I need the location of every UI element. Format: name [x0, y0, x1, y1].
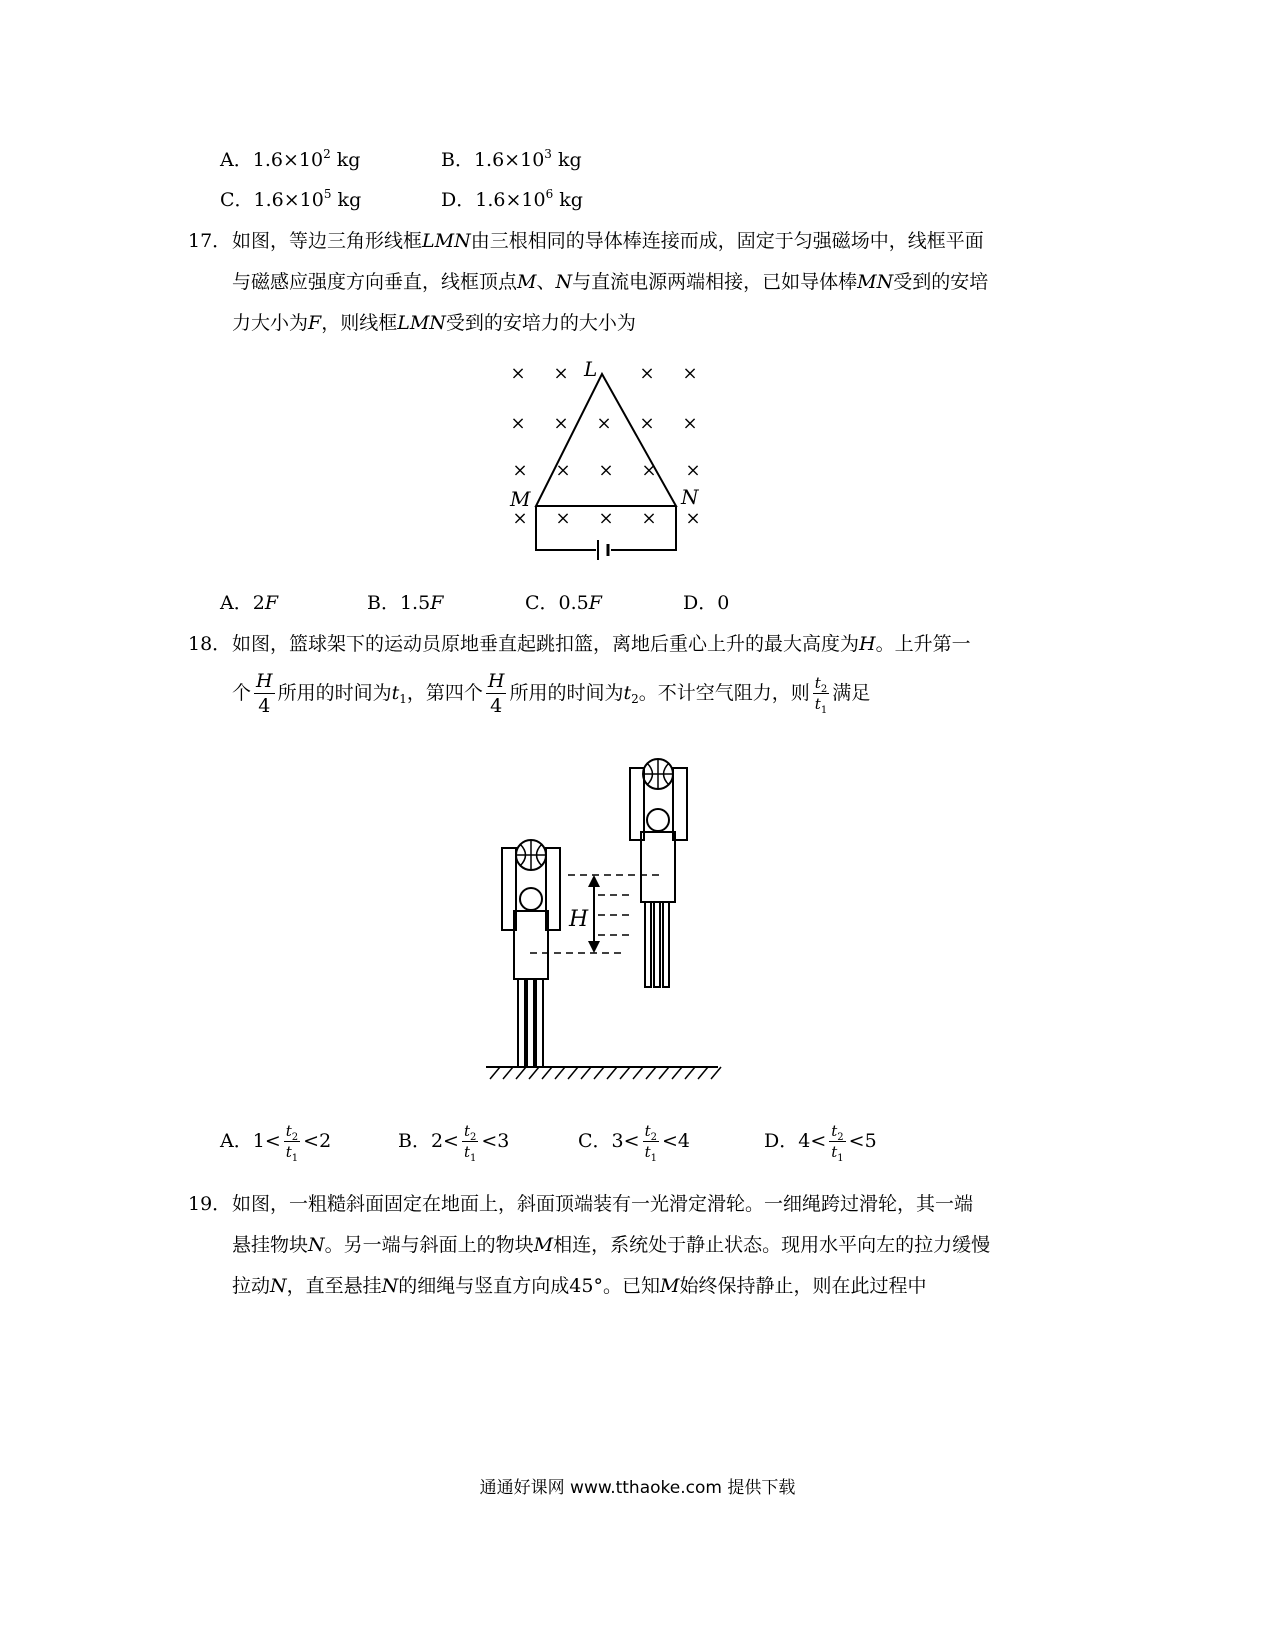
hatch-stroke: [711, 1067, 721, 1079]
q18-option-d: D．4< $\frac{t_2}{t_1}$ <5: [764, 1122, 877, 1164]
hatch-stroke: [581, 1067, 591, 1079]
right-arm-left: [630, 768, 644, 840]
basketball-right-lines: [643, 759, 673, 789]
field-cross-mark: ×: [553, 413, 569, 434]
q17-line-3: 力大小为F，则线框LMN受到的安培力的大小为: [232, 312, 636, 334]
field-cross-mark: ×: [639, 363, 655, 384]
fraction-t2-over-t1: $\frac{t_2}{t_1}$: [814, 674, 828, 716]
q19-line-2: 悬挂物块N。另一端与斜面上的物块M相连，系统处于静止状态。现用水平向左的拉力缓慢: [232, 1234, 991, 1256]
fraction-h-over-4-second: $\frac{H}{4}$: [487, 670, 505, 717]
hatch-stroke: [620, 1067, 630, 1079]
label-n: N: [681, 485, 699, 509]
hatch-stroke: [529, 1067, 539, 1079]
hatch-stroke: [659, 1067, 669, 1079]
field-cross-mark: ×: [512, 508, 528, 529]
hatch-stroke: [516, 1067, 526, 1079]
leg-right-2: [654, 902, 660, 987]
field-cross-mark: ×: [510, 363, 526, 384]
field-cross-mark: ×: [553, 363, 569, 384]
hatch-stroke: [503, 1067, 513, 1079]
field-cross-mark: ×: [555, 460, 571, 481]
head-right: [647, 809, 669, 831]
q16-option-a: A．$1.6\times 10^2$ kg: [220, 147, 361, 171]
field-cross-mark: ×: [685, 508, 701, 529]
hatch-stroke: [607, 1067, 617, 1079]
hatch-stroke: [555, 1067, 565, 1079]
field-cross-mark: ×: [639, 413, 655, 434]
field-cross-mark: ×: [682, 413, 698, 434]
q17-line-2: 与磁感应强度方向垂直，线框顶点M、N与直流电源两端相接，已如导体棒MN受到的安培: [232, 271, 989, 293]
torso-right: [641, 832, 675, 902]
q17-number: 17．: [188, 230, 232, 252]
hatch-stroke: [698, 1067, 708, 1079]
q17-option-c: C．0.5F: [525, 592, 602, 614]
hatch-stroke: [672, 1067, 682, 1079]
height-arrow-top: [588, 875, 600, 887]
q17-option-d: D．0: [683, 592, 730, 614]
q19-line-3: 拉动N，直至悬挂N的细绳与竖直方向成45°。已知M始终保持静止，则在此过程中: [232, 1275, 927, 1297]
head-left: [520, 888, 542, 910]
field-cross-mark: ×: [596, 413, 612, 434]
leg-left-2: [527, 979, 534, 1067]
q18-option-a: A．1< $\frac{t_2}{t_1}$ <2: [220, 1122, 332, 1164]
field-cross-mark: ×: [641, 508, 657, 529]
label-m: M: [510, 487, 531, 511]
field-cross-mark: ×: [510, 413, 526, 434]
q17-magnetic-field-figure: [500, 352, 720, 562]
q18-line-2: 个 $\frac{H}{4}$ 所用的时间为$t_1$，第四个 $\frac{H}{4}$ 所用的时间为$t_2$。不计空气阻力，则 $\frac{t_2}{t_1}$ 满足: [232, 670, 871, 717]
q18-basketball-jump-figure: [480, 755, 730, 1085]
basketball-left-lines: [516, 840, 546, 870]
label-l: L: [584, 357, 598, 381]
hatch-stroke: [633, 1067, 643, 1079]
hatch-stroke: [568, 1067, 578, 1079]
q18-option-c: C．3< $\frac{t_2}{t_1}$ <4: [578, 1122, 690, 1164]
leg-right-3: [663, 902, 669, 987]
field-cross-mark: ×: [598, 460, 614, 481]
q16-option-b: B．$1.6\times 10^3$ kg: [441, 147, 582, 171]
leg-right-1: [645, 902, 651, 987]
triangle-frame-lmn: [536, 374, 676, 506]
leg-left-1: [518, 979, 525, 1067]
hatch-stroke: [490, 1067, 500, 1079]
player-jumping: [630, 759, 687, 987]
q19-number: 19．: [188, 1193, 232, 1215]
field-cross-mark: ×: [555, 508, 571, 529]
field-cross-mark: ×: [598, 508, 614, 529]
fraction-h-over-4: $\frac{H}{4}$: [256, 670, 273, 717]
field-cross-mark: ×: [682, 363, 698, 384]
field-cross-mark: ×: [685, 460, 701, 481]
field-cross-mark: ×: [512, 460, 528, 481]
q16-option-d: D．$1.6\times 10^6$ kg: [441, 187, 583, 211]
q17-option-b: B．1.5F: [367, 592, 444, 614]
page-footer: 通通好课网 www.tthaoke.com 提供下载: [479, 1478, 796, 1498]
q17-line-1: 如图，等边三角形线框LMN由三根相同的导体棒连接而成，固定于匀强磁场中，线框平面: [232, 230, 984, 252]
field-marks: [510, 363, 700, 529]
leg-left-3: [536, 979, 543, 1067]
hatch-stroke: [685, 1067, 695, 1079]
q16-option-c: C．$1.6\times 10^5$ kg: [220, 187, 362, 211]
hatch-stroke: [542, 1067, 552, 1079]
q18-number: 18．: [188, 633, 232, 655]
height-arrow-bottom: [588, 941, 600, 953]
field-cross-mark: ×: [641, 460, 657, 481]
label-h: H: [569, 907, 589, 932]
torso-left: [514, 911, 548, 979]
ground-hatching: [490, 1067, 721, 1079]
q17-option-a: A．2F: [220, 592, 279, 614]
right-arm-right: [673, 768, 687, 840]
hatch-stroke: [646, 1067, 656, 1079]
hatch-stroke: [594, 1067, 604, 1079]
q18-line-1: 如图，篮球架下的运动员原地垂直起跳扣篮，离地后重心上升的最大高度为H。上升第一: [232, 633, 971, 655]
q19-line-1: 如图，一粗糙斜面固定在地面上，斜面顶端装有一光滑定滑轮。一细绳跨过滑轮，其一端: [232, 1193, 974, 1215]
q18-option-b: B．2< $\frac{t_2}{t_1}$ <3: [398, 1122, 510, 1164]
